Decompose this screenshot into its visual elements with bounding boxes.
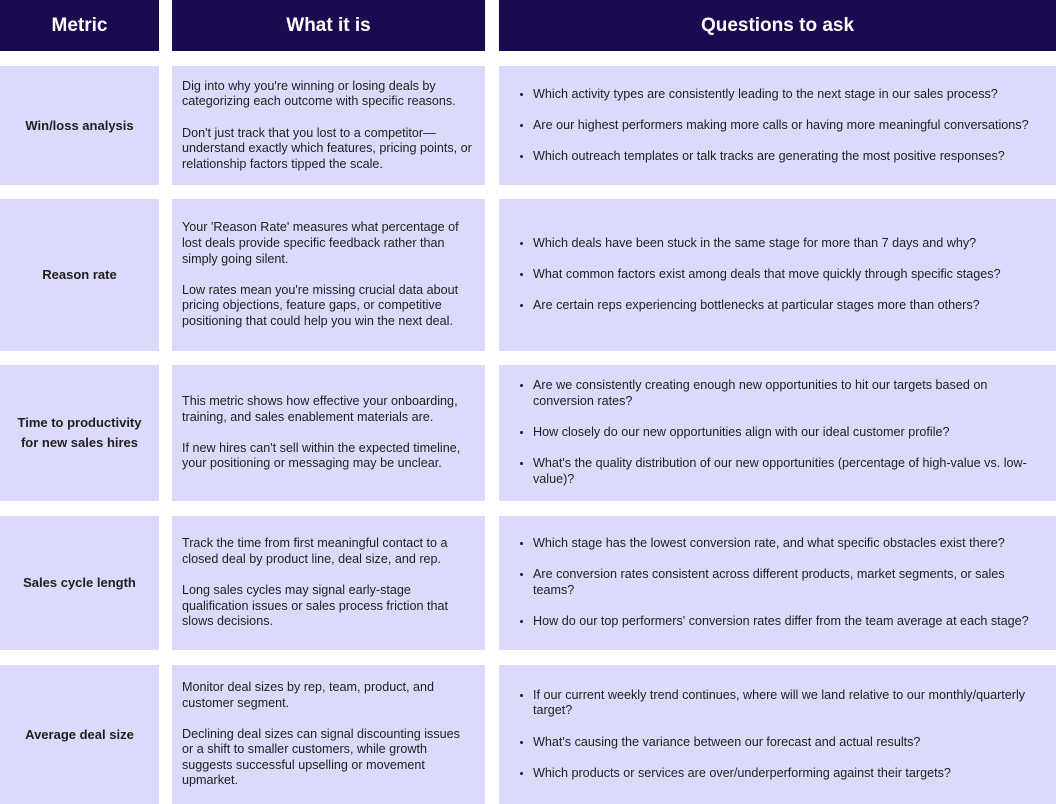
description-paragraph: Track the time from first meaningful contact to a closed deal by product line, deal size, and rep.	[182, 536, 448, 566]
question-item: • Are conversion rates consistent across different products, market segments, or sales teams?	[533, 567, 1042, 598]
questions-list	[511, 688, 1042, 782]
question-item: • What's the quality distribution of our new opportunities (percentage of high-value vs. low-value)?	[533, 456, 1042, 487]
header-what-it-is-label: What it is	[286, 14, 371, 36]
description-cell	[172, 516, 485, 650]
question-item: • Are certain reps experiencing bottlenecks at particular stages more than others?	[533, 298, 1001, 314]
description-paragraph: Declining deal sizes can signal discounting issues or a shift to smaller customers, while growth suggests successful upselling or movement upmarket.	[182, 726, 460, 788]
questions-cell	[499, 516, 1056, 650]
description-cell	[172, 365, 485, 501]
metric-cell	[0, 66, 159, 185]
metric-label: Win/loss analysis	[25, 117, 134, 133]
description-paragraph: Dig into why you're winning or losing deals by categorizing each outcome with specific reasons.	[182, 78, 456, 109]
metric-label: Reason rate	[42, 267, 117, 282]
description-paragraph: Monitor deal sizes by rep, team, product, and customer segment.	[182, 679, 435, 710]
header-what-it-is	[172, 0, 485, 51]
header-metric	[0, 0, 159, 51]
question-item: • Which stage has the lowest conversion rate, and what specific obstacles exist there?	[533, 536, 1042, 552]
description-paragraph: Your 'Reason Rate' measures what percentage of lost deals provide specific feedback rather than simply going silent.	[182, 220, 459, 266]
metric-cell	[0, 516, 159, 650]
metric-label: Average deal size	[25, 726, 134, 742]
question-item: • Which deals have been stuck in the same stage for more than 7 days and why?	[533, 236, 1001, 252]
questions-list	[511, 87, 1029, 165]
question-item: • Are our highest performers making more calls or having more meaningful conversations?	[533, 118, 1029, 134]
description-cell	[172, 199, 485, 351]
question-item: • Are we consistently creating enough new opportunities to hit our targets based on conversion rates?	[533, 378, 1042, 409]
question-item: • Which activity types are consistently leading to the next stage in our sales process?	[533, 87, 1029, 103]
metric-label: Sales cycle length	[23, 575, 136, 590]
header-metric-label: Metric	[51, 14, 108, 36]
questions-list	[511, 536, 1042, 630]
description-paragraph: Low rates mean you're missing crucial data about pricing objections, feature gaps, or competitive positioning that could help you win the next deal.	[182, 282, 459, 328]
question-item: • Which products or services are over/underperforming against their targets?	[533, 766, 1042, 782]
description-paragraph: Long sales cycles may signal early-stage qualification issues or sales process friction that slows decisions.	[182, 583, 448, 629]
question-item: • How do our top performers' conversion rates differ from the team average at each stage?	[533, 614, 1042, 630]
header-questions-to-ask-label: Questions to ask	[700, 14, 855, 36]
metric-cell	[0, 199, 159, 351]
questions-list	[511, 378, 1042, 487]
questions-list	[511, 236, 1001, 314]
description-paragraph: If new hires can't sell within the expected timeline, your positioning or messaging may be unclear.	[182, 440, 461, 471]
questions-cell	[499, 665, 1056, 804]
description-paragraph: This metric shows how effective your onboarding, training, and sales enablement materials are.	[182, 394, 458, 424]
questions-cell	[499, 365, 1056, 501]
metric-label: Time to productivity for new sales hires	[17, 415, 142, 450]
description-paragraph: Don't just track that you lost to a competitor—understand exactly which features, pricing points, or relationship factors tipped the scale.	[182, 125, 472, 171]
questions-cell	[499, 66, 1056, 185]
question-item: • Which outreach templates or talk tracks are generating the most positive responses?	[533, 149, 1029, 165]
question-item: • If our current weekly trend continues, where will we land relative to our monthly/quarterly target?	[533, 688, 1042, 719]
description-cell	[172, 66, 485, 185]
description-cell	[172, 665, 485, 804]
header-questions-to-ask	[499, 0, 1056, 51]
question-item: • What common factors exist among deals that move quickly through specific stages?	[533, 267, 1001, 283]
metric-cell	[0, 665, 159, 804]
questions-cell	[499, 199, 1056, 351]
metric-cell	[0, 365, 159, 501]
question-item: • What's causing the variance between our forecast and actual results?	[533, 735, 1042, 751]
question-item: • How closely do our new opportunities align with our ideal customer profile?	[533, 425, 1042, 441]
